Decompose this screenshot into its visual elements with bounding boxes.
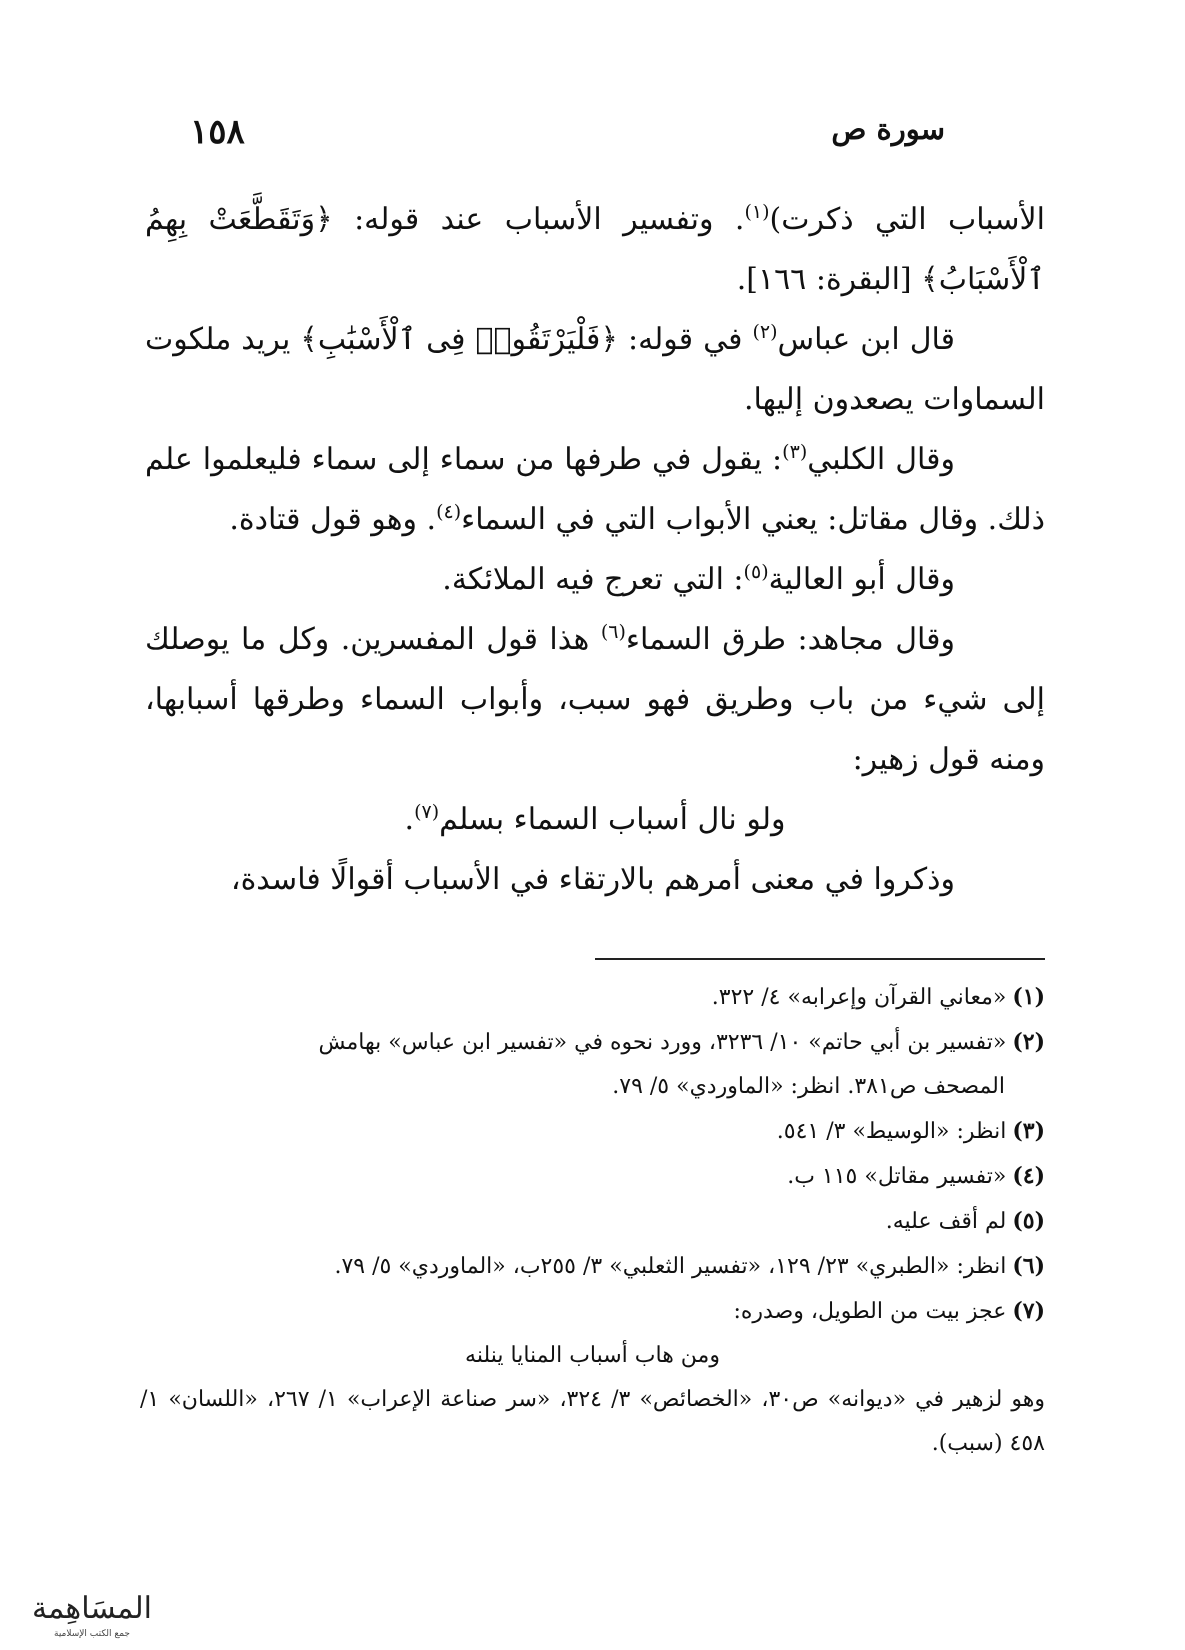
text-run: في قوله: ﴿فَلْيَرْتَقُوا۟ فِى ٱلْأَسْبَٰبِ﴾ يريد ملكوت السماوات يصعدون إليها.	[145, 322, 1045, 417]
footnote-text: «معاني القرآن وإعرابه» ٤/ ٣٢٢.	[711, 985, 1007, 1010]
footnote-number: (٧)	[1012, 1298, 1045, 1324]
footnote-ref-6[interactable]: (٦)	[600, 621, 626, 643]
paragraph-1	[145, 190, 1045, 310]
logo-subtext: جمع الكتب الإسلامية	[54, 1629, 130, 1639]
footnote-number: (١)	[1012, 984, 1045, 1010]
publisher-logo	[12, 1582, 172, 1642]
text-run: وقال مجاهد: طرق السماء	[625, 622, 955, 657]
footnote-1	[140, 975, 1045, 1020]
text-run: : التي تعرج فيه الملائكة.	[442, 562, 744, 597]
text-run: .	[404, 802, 415, 837]
footnote-text: «تفسير مقاتل» ١١٥ ب.	[787, 1164, 1007, 1189]
footnote-divider	[595, 958, 1045, 960]
footnote-ref-4[interactable]: (٤)	[436, 501, 462, 523]
text-run: ولو نال أسباب السماء بسلم	[439, 802, 786, 837]
text-run: هذا قول المفسرين. وكل ما يوصلك إلى شيء من باب وطريق فهو سبب، وأبواب السماء وطرقها أسبابها، ومنه قول زهير:	[145, 622, 1045, 777]
footnote-6	[140, 1244, 1045, 1289]
footnote-ref-1[interactable]: (١)	[744, 201, 770, 223]
logo-text: المسَاهِمة	[32, 1591, 152, 1626]
text-run: . وهو قول قتادة.	[229, 502, 437, 537]
footnote-number: (٣)	[1012, 1118, 1045, 1144]
footnote-text: لم أقف عليه.	[885, 1209, 1007, 1234]
text-run: : يقول في طرفها من سماء إلى سماء فليعلموا علم ذلك. وقال مقاتل: يعني الأبواب التي في السماء	[145, 442, 1045, 537]
footnote-text: انظر: «الطبري» ٢٣/ ١٢٩، «تفسير الثعلبي» ٣/ ٢٥٥ب، «الماوردي» ٥/ ٧٩.	[334, 1254, 1007, 1279]
footnote-number: (٢)	[1012, 1029, 1045, 1055]
footnote-text: انظر: «الوسيط» ٣/ ٥٤١.	[776, 1119, 1007, 1144]
main-text	[145, 190, 1045, 910]
footnote-7-source: وهو لزهير في «ديوانه» ص٣٠، «الخصائص» ٣/ ٣٢٤، «سر صناعة الإعراب» ١/ ٢٦٧، «اللسان» ١/ ٤٥٨ (سبب).	[140, 1387, 1045, 1456]
footnote-3	[140, 1109, 1045, 1154]
footnote-number: (٦)	[1012, 1253, 1045, 1279]
footnote-ref-5[interactable]: (٥)	[743, 561, 769, 583]
footnote-7	[140, 1289, 1045, 1334]
footnote-number: (٥)	[1012, 1208, 1045, 1234]
footnote-2-continued: المصحف ص٣٨١. انظر: «الماوردي» ٥/ ٧٩.	[612, 1074, 1005, 1099]
surah-title: سورة ص	[831, 112, 945, 146]
paragraph-5	[145, 610, 1045, 790]
text-run: . وتفسير الأسباب عند قوله: ﴿وَتَقَطَّعَتْ بِهِمُ ٱلْأَسْبَابُ﴾ [البقرة: ١٦٦].	[145, 202, 1045, 297]
footnote-5	[140, 1199, 1045, 1244]
text-run: قال ابن عباس	[777, 322, 955, 357]
footnote-text: عجز بيت من الطويل، وصدره:	[733, 1299, 1007, 1324]
footnote-4	[140, 1154, 1045, 1199]
footnote-number: (٤)	[1012, 1163, 1045, 1189]
paragraph-4	[145, 550, 1045, 610]
text-run: وذكروا في معنى أمرهم بالارتقاء في الأسباب أقوالًا فاسدة،	[230, 862, 955, 897]
text-run: وقال أبو العالية	[768, 562, 955, 597]
footnote-7-verse: ومن هاب أسباب المنايا ينلنه	[465, 1343, 720, 1368]
poetry-verse	[145, 790, 1045, 850]
footnote-ref-7[interactable]: (٧)	[414, 801, 440, 823]
footnote-ref-2[interactable]: (٢)	[752, 321, 778, 343]
paragraph-6	[145, 850, 1045, 910]
paragraph-3	[145, 430, 1045, 550]
footnotes	[140, 975, 1045, 1466]
footnote-text: «تفسير بن أبي حاتم» ١٠/ ٣٢٣٦، وورد نحوه في «تفسير ابن عباس» بهامش	[318, 1030, 1007, 1055]
text-run: وقال الكلبي	[807, 442, 955, 477]
text-run: الأسباب التي ذكرت)	[769, 202, 1045, 237]
footnote-2	[140, 1020, 1045, 1065]
page-number: ١٥٨	[190, 112, 245, 152]
page-header	[150, 112, 1035, 162]
footnote-ref-3[interactable]: (٣)	[782, 441, 808, 463]
paragraph-2	[145, 310, 1045, 430]
